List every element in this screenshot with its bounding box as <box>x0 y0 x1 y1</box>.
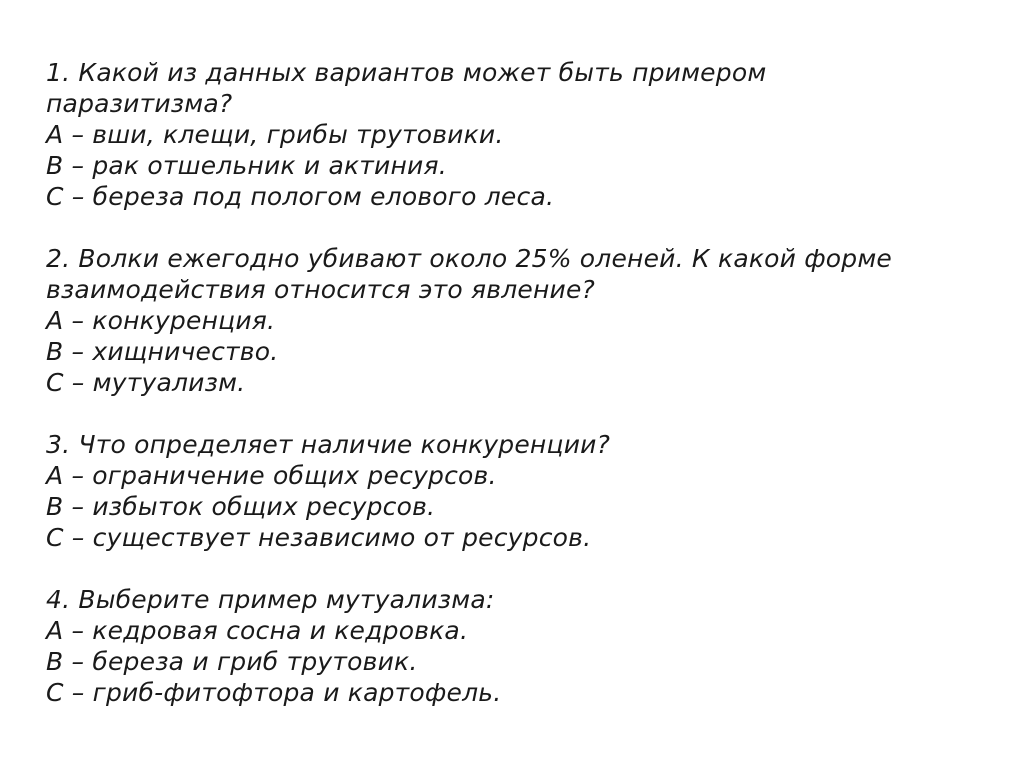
question-2-text-line-2: взаимодействия относится это явление? <box>46 275 596 304</box>
question-4-option-c: С – гриб-фитофтора и картофель. <box>46 678 502 707</box>
question-1-option-a: А – вши, клещи, грибы трутовики. <box>46 120 504 149</box>
question-1-option-b: В – рак отшельник и актиния. <box>46 151 447 180</box>
question-4 <box>46 584 1006 708</box>
question-2 <box>46 243 1006 398</box>
question-3-option-a: А – ограничение общих ресурсов. <box>46 461 497 490</box>
question-1-text-line-1: 1. Какой из данных вариантов может быть примером <box>46 58 767 87</box>
question-4-option-a: А – кедровая сосна и кедровка. <box>46 616 469 645</box>
question-4-text-line-1: 4. Выберите пример мутуализма: <box>46 585 495 614</box>
question-3-text-line-1: 3. Что определяет наличие конкуренции? <box>46 430 611 459</box>
quiz-text <box>46 57 1006 739</box>
question-3-option-b: В – избыток общих ресурсов. <box>46 492 436 521</box>
question-3 <box>46 429 1006 553</box>
question-1-option-c: С – береза под пологом елового леса. <box>46 182 555 211</box>
question-3-option-c: С – существует независимо от ресурсов. <box>46 523 592 552</box>
question-2-option-b: В – хищничество. <box>46 337 279 366</box>
question-2-option-c: С – мутуализм. <box>46 368 246 397</box>
question-2-option-a: А – конкуренция. <box>46 306 276 335</box>
question-4-option-b: В – береза и гриб трутовик. <box>46 647 418 676</box>
question-1-text-line-2: паразитизма? <box>46 89 233 118</box>
question-1 <box>46 57 1006 212</box>
question-2-text-line-1: 2. Волки ежегодно убивают около 25% оленей. К какой форме <box>46 244 893 273</box>
